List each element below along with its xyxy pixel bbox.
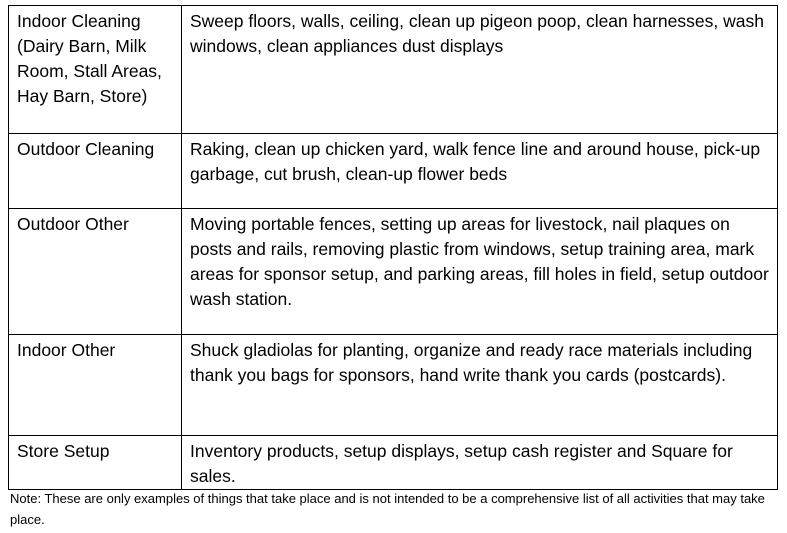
footnote: Note: These are only examples of things that take place and is not intended to be a comprehensive list of all activities that may take place. xyxy=(10,491,765,527)
table-row xyxy=(9,134,778,209)
category-cell: Indoor Other xyxy=(9,335,182,436)
description-cell: Inventory products, setup displays, setup cash register and Square for sales. xyxy=(182,436,778,490)
description-cell: Moving portable fences, setting up areas for livestock, nail plaques on posts and rails, removing plastic from windows, setup training area, mark areas for sponsor setup, and parking areas, fill holes in field, setup outdoor wash station. xyxy=(182,209,778,335)
category-cell: Store Setup xyxy=(9,436,182,490)
category-cell: Outdoor Cleaning xyxy=(9,134,182,209)
description-cell: Sweep floors, walls, ceiling, clean up pigeon poop, clean harnesses, wash windows, clean appliances dust displays xyxy=(182,6,778,134)
description-cell: Shuck gladiolas for planting, organize and ready race materials including thank you bags for sponsors, hand write thank you cards (postcards). xyxy=(182,335,778,436)
table-row xyxy=(9,436,778,490)
table-row xyxy=(9,335,778,436)
activities-table xyxy=(8,5,778,490)
table-row xyxy=(9,6,778,134)
category-cell: Outdoor Other xyxy=(9,209,182,335)
category-cell: Indoor Cleaning (Dairy Barn, Milk Room, Stall Areas, Hay Barn, Store) xyxy=(9,6,182,134)
table-row xyxy=(9,209,778,335)
description-cell: Raking, clean up chicken yard, walk fence line and around house, pick-up garbage, cut brush, clean-up flower beds xyxy=(182,134,778,209)
